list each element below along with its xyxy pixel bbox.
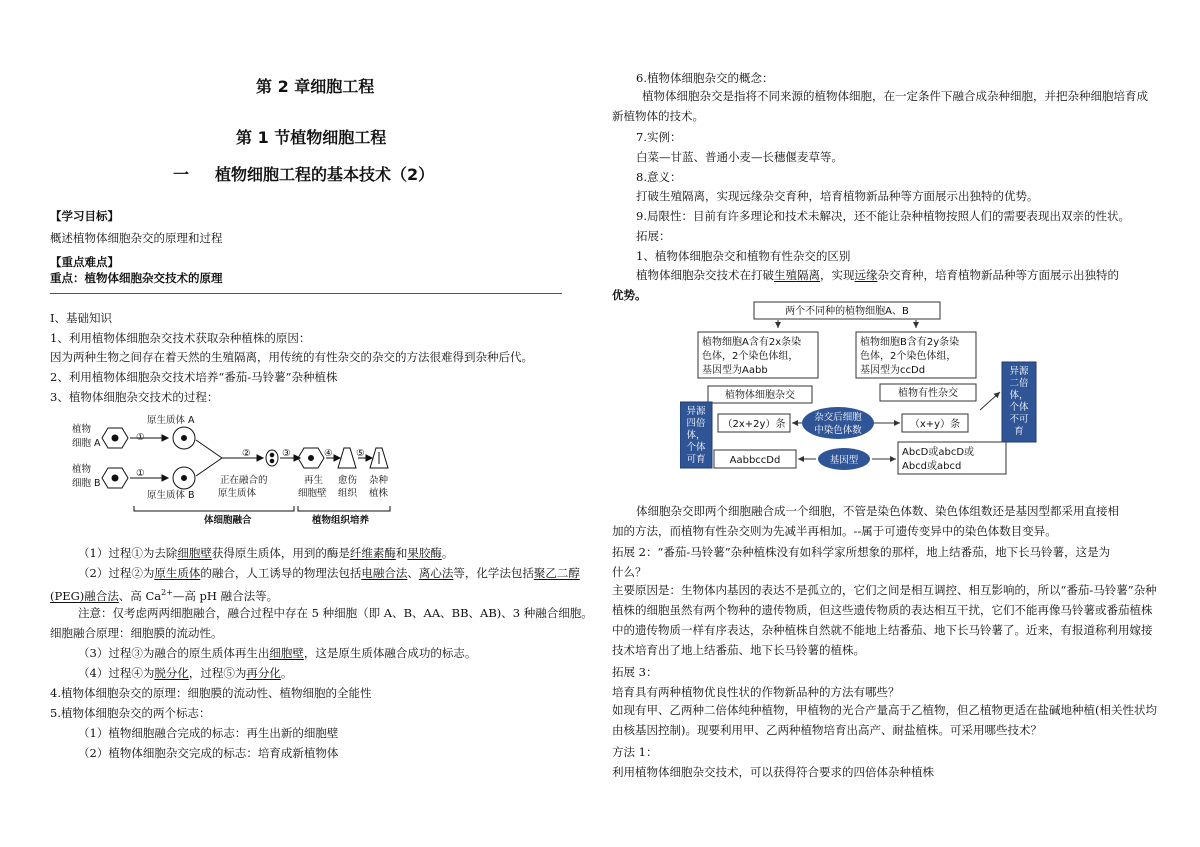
step-1a: ①	[136, 432, 145, 443]
cell-b-line-3: 基因型为ccDd	[860, 365, 926, 376]
fusing-protoplast-icon	[266, 450, 278, 466]
blank-peg-method: (PEG)融合法	[50, 588, 119, 603]
brace-fusion	[134, 506, 294, 511]
goals-text: 概述植物体细胞杂交的原理和过程	[50, 231, 223, 245]
reason-paragraph: 主要原因是：生物体内基因的表达不是孤立的，它们之间是相互调控、相互影响的，所以“番茄-马铃薯”杂种植株的细胞虽然有两个物种的遗传物质，但这些遗传物质的表达相互干扰，它们不能再像马铃薯或番茄植株中的遗传物质一样有序表达，杂种植株自然就不能地上结番茄、地下长马铃薯了。近来，有报道称利用嫁接技术培育出了地上结番茄、地下长马铃薯的植株。	[612, 583, 1157, 657]
question-8: 8.意义：	[636, 170, 682, 184]
cell-a-line-3: 基因型为Aabb	[702, 365, 768, 376]
subsection-title: 植物细胞工程的基本技术（2）	[215, 165, 435, 184]
paragraph-1a: 体细胞杂交即两个细胞融合成一个细胞，不管是染色体数、染色体组数还是基因型都采用直接相	[636, 504, 1119, 518]
process-3: （3）过程③为融合的原生质体再生出细胞壁，这是原生质体融合成功的标志。	[78, 646, 477, 660]
blank-centrifuge: 离心法	[418, 566, 454, 580]
left-side-2: 四倍	[686, 418, 706, 429]
comparison-diagram	[680, 298, 1050, 483]
extension-1: 1、植物体细胞杂交和植物有性杂交的区别	[636, 249, 851, 263]
geno-right-line-1: AbcD或abcD或	[902, 447, 975, 458]
section-title: 第 1 节植物细胞工程	[236, 128, 387, 147]
subsection-number: 一	[173, 165, 190, 184]
chapter-title: 第 2 章细胞工程	[256, 77, 375, 96]
hybrid-label-1: 杂种	[369, 475, 389, 486]
right-side-1: 异源	[1009, 366, 1029, 377]
left-side-3: 体，	[686, 430, 706, 441]
sexual-hybrid-label: 植物有性杂交	[898, 388, 958, 399]
left-side-1: 异源	[686, 406, 706, 417]
brace-culture-label: 植物组织培养	[312, 515, 370, 526]
blank-cellulase: 纤维素酶	[349, 546, 396, 560]
chrom-right-label: （x+y）条	[909, 419, 961, 430]
process-2: （2）过程②为原生质体的融合，人工诱导的物理法包括电融合法、离心法等，化学法包括聚乙二醇	[78, 566, 580, 580]
step-5: ⑤	[356, 448, 365, 459]
left-side-4: 个体	[686, 442, 706, 453]
chrom-center-line-2: 中染色体数	[814, 425, 862, 436]
blank-reproductive-isolation: 生殖隔离	[774, 268, 820, 282]
question-1: 1、利用植物体细胞杂交技术获取杂种植株的原因：	[50, 331, 311, 345]
fusing-label-2: 原生质体	[218, 488, 257, 499]
section-divider	[50, 293, 562, 294]
step-2: ②	[242, 448, 251, 459]
method-1: 方法 1：	[612, 745, 658, 759]
blank-peg: 聚乙二醇	[533, 566, 580, 580]
blank-dedifferentiation: 脱分化	[154, 666, 189, 680]
blank-redifferentiation: 再分化	[246, 666, 281, 680]
extension-3-paragraph: 如现有甲、乙两种二倍体纯种植物，甲植物的光合产量高于乙植物，但乙植物更适在盐碱地种植(相关性状均由核基因控制)。现要利用甲、乙两种植物培育出高产、耐盐植株。可采用哪些技术？	[612, 703, 1157, 737]
geno-left-label: AabbccDd	[729, 455, 781, 466]
question-7: 7.实例：	[636, 130, 682, 144]
process-4: （4）过程④为脱分化，过程⑤为再分化。	[78, 666, 293, 680]
hybridization-process-diagram	[72, 410, 392, 535]
process-1: （1）过程①为去除细胞壁获得原生质体，用到的酶是纤维素酶和果胶酶。	[78, 546, 454, 560]
question-6: 6.植物体细胞杂交的概念：	[636, 71, 774, 85]
extension-2b: 什么？	[612, 565, 647, 579]
callus-label-1: 愈伤	[338, 475, 358, 486]
question-4: 4.植物体细胞杂交的原理：细胞膜的流动性、植物细胞的全能性	[50, 686, 372, 700]
cell-b-line-2: 色体，2个染色体组，	[860, 351, 957, 362]
blank-electrofusion: 电融合法	[361, 566, 408, 580]
right-side-6: 育	[1014, 426, 1024, 437]
blank-protoplast: 原生质体	[154, 566, 201, 580]
hybrid-label-2: 植株	[369, 488, 389, 499]
geno-center-label: 基因型	[829, 455, 859, 466]
method-1-answer: 利用植物体细胞杂交技术，可以获得符合要求的四倍体杂种植株	[612, 765, 934, 779]
geno-right-line-2: Abcd或abcd	[902, 461, 962, 472]
goals-heading: 【学习目标】	[50, 209, 119, 223]
cell-a-line-1: 植物细胞A含有2x条染	[702, 337, 802, 348]
step-4: ④	[324, 448, 333, 459]
plant-a-label-2: 细胞 A	[72, 438, 101, 449]
extension-1-para: 植物体细胞杂交技术在打破生殖隔离，实现远缘杂交育种，培育植物新品种等方面展示出独特的	[636, 268, 1119, 282]
extension-heading: 拓展：	[636, 229, 671, 243]
question-3: 3、植物体细胞杂交技术的过程：	[50, 390, 219, 404]
right-side-2: 二倍	[1009, 378, 1029, 389]
callus-label-2: 组织	[338, 488, 358, 499]
answer-7: 白菜—甘蓝、普通小麦—长穗偃麦草等。	[636, 150, 843, 164]
extension-3: 拓展 3：	[612, 665, 658, 679]
step-3: ③	[282, 448, 291, 459]
question-5-2: （2）植物体细胞杂交完成的标志：培育成新植物体	[78, 746, 339, 760]
chrom-center-line-1: 杂交后细胞	[814, 412, 862, 423]
extension-2a: 拓展 2：“番茄-马铃薯”杂种植株没有如科学家所想象的那样，地上结番茄，地下长马铃薯，这是为	[612, 545, 1111, 559]
note-1: 注意：仅考虑两两细胞融合，融合过程中存在 5 种细胞（即 A、B、AA、BB、AB)、3 种融合细胞。	[78, 606, 593, 620]
plant-b-label-1: 植物	[72, 464, 92, 475]
protoplast-a-label: 原生质体 A	[147, 415, 195, 426]
chrom-left-label: （2x+2y）条	[722, 419, 786, 430]
blank-distant: 远缘	[854, 268, 878, 282]
blank-pectinase: 果胶酶	[407, 546, 442, 560]
answer-8: 打破生殖隔离，实现远缘杂交育种，培育植物新品种等方面展示出独特的优势。	[636, 189, 1039, 203]
answer-6: 植物体细胞杂交是指将不同来源的植物体细胞，在一定条件下融合成杂种细胞，并把杂种细胞培育成新植物体的技术。	[612, 89, 1148, 123]
cell-a-line-2: 色体，2个染色体组，	[702, 351, 799, 362]
protoplast-b-label: 原生质体 B	[147, 490, 195, 501]
blank-cell-wall-2: 细胞壁	[269, 646, 304, 660]
extension-3-question: 培育具有两种植物优良性状的作物新品种的方法有哪些？	[612, 685, 900, 699]
question-2: 2、利用植物体细胞杂交技术培养“番茄-马铃薯”杂种植株	[50, 370, 338, 384]
plant-a-label-1: 植物	[72, 424, 92, 435]
right-side-3: 体，	[1009, 390, 1029, 401]
left-side-5: 可育	[686, 454, 706, 465]
cell-b-line-1: 植物细胞B含有2y条染	[860, 337, 960, 348]
step-1b: ①	[136, 468, 145, 479]
callus-flask-icon	[338, 448, 356, 468]
brace-fusion-label: 体细胞融合	[204, 515, 252, 526]
key-text: 重点：植物体细胞杂交技术的原理	[50, 271, 223, 285]
basic-heading: Ⅰ、基础知识	[50, 311, 113, 325]
note-2: 细胞融合原理：细胞膜的流动性。	[50, 626, 223, 640]
blank-cell-wall: 细胞壁	[177, 546, 212, 560]
process-2-cont: (PEG)融合法、高 $Ca^{2+}—$高 pH 融合法等。	[50, 588, 279, 603]
question-9: 9.局限性：目前有许多理论和技术未解决，还不能让杂种植物按照人们的需要表现出双亲的性状。	[636, 209, 1130, 223]
brace-culture	[298, 506, 390, 511]
question-5-1: （1）植物细胞融合完成的标志：再生出新的细胞壁	[78, 726, 339, 740]
regen-label-1: 再生	[304, 475, 324, 486]
right-side-4: 个体	[1009, 402, 1029, 413]
somatic-hybrid-label: 植物体细胞杂交	[725, 390, 795, 401]
question-5: 5.植物体细胞杂交的两个标志：	[50, 706, 211, 720]
right-side-5: 不可	[1009, 414, 1029, 425]
plant-b-label-2: 细胞 B	[72, 478, 101, 489]
extension-1-para-end: 优势。	[612, 288, 647, 302]
regen-label-2: 细胞壁	[298, 488, 327, 499]
answer-1: 因为两种生物之间存在着天然的生殖隔离，用传统的有性杂交的杂交的方法很难得到杂种后代。	[50, 350, 533, 364]
fusing-label-1: 正在融合的	[220, 475, 268, 486]
key-heading: 【重点难点】	[50, 255, 119, 269]
top-label: 两个不同种的植物细胞A、B	[785, 306, 909, 317]
paragraph-1b: 加的方法，而植物有性杂交则为先减半再相加。--属于可遗传变异中的染色体数目变异。	[612, 524, 1057, 538]
